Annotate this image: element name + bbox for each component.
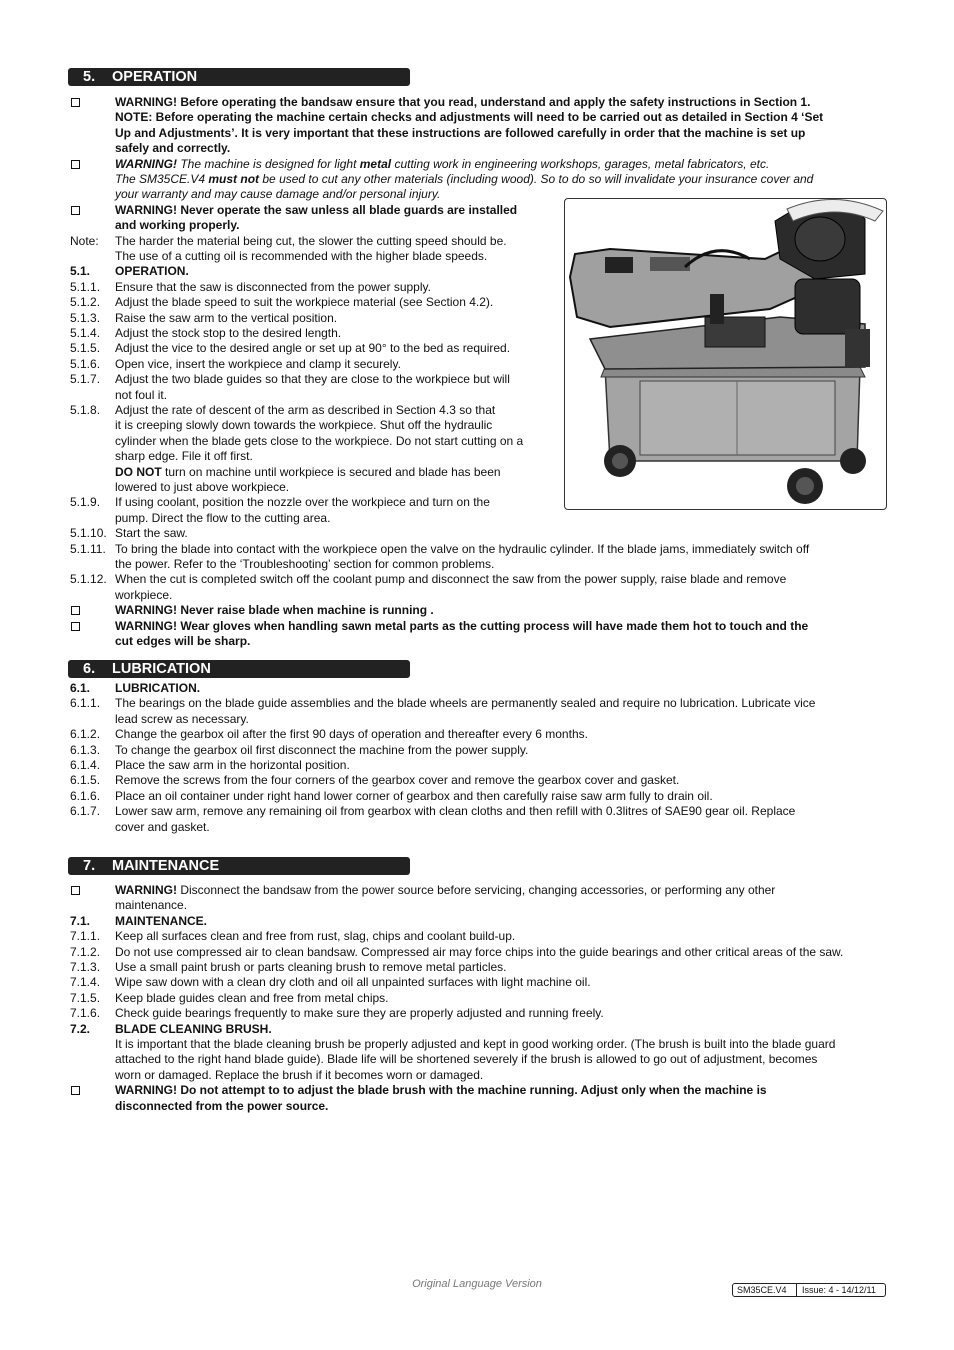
text-line (70, 1083, 914, 1098)
text-run: cut edges will be sharp. (115, 634, 251, 648)
text-run: sharp edge. File it off first. (115, 449, 253, 464)
line-text (115, 403, 495, 418)
line-label: 5.1.1. (70, 279, 101, 294)
line-text (115, 495, 490, 510)
line-text (115, 929, 515, 944)
text-run: Keep all surfaces clean and free from rust, slag, chips and coolant build-up. (115, 929, 516, 944)
line-text (115, 634, 250, 649)
text-line (70, 634, 914, 649)
line-label: 5.1.11. (70, 541, 106, 556)
line-text (115, 110, 823, 125)
line-text (115, 280, 431, 295)
line-label: 5.1.8. (70, 403, 101, 417)
checkbox-icon (71, 622, 80, 631)
line-text (115, 898, 187, 913)
text-line (70, 1068, 914, 1083)
line-text (115, 141, 230, 156)
line-text (115, 542, 809, 557)
text-run: your warranty and may cause damage and/or personal injury. (115, 187, 441, 202)
line-label: 6.1.3. (70, 742, 101, 757)
text-run: LUBRICATION. (115, 681, 201, 695)
text-run: turn on machine until workpiece is secured and blade has been (161, 464, 501, 479)
text-run: cylinder when the blade gets close to the workpiece. Do not start cutting on a (115, 433, 524, 448)
text-line (70, 572, 914, 587)
text-line (70, 712, 914, 727)
text-line (70, 172, 914, 187)
line-text (115, 696, 815, 711)
line-label: 7.1.2. (70, 944, 101, 959)
line-text (115, 249, 487, 264)
text-line (70, 542, 914, 557)
section-number: 7. (83, 858, 96, 874)
line-text (115, 526, 188, 541)
text-run: and working properly. (115, 218, 240, 233)
line-text (115, 203, 517, 218)
text-line (70, 110, 914, 125)
text-run: Adjust the blade speed to suit the workpiece material (see Section 4.2). (115, 295, 494, 310)
line-text (115, 341, 510, 356)
line-label: 5.1. (70, 264, 91, 279)
checkbox-bullet (70, 95, 114, 110)
line-label: 6.1.7. (70, 804, 101, 819)
text-line (70, 804, 914, 819)
text-line (70, 603, 914, 618)
text-line (70, 696, 914, 711)
text-run: Keep blade guides clean and free from metal chips. (115, 990, 389, 1005)
text-run: pump. Direct the flow to the cutting area. (115, 510, 331, 525)
text-line (70, 1022, 914, 1037)
text-run: DO NOT (115, 464, 162, 479)
line-text (115, 1037, 835, 1052)
text-run: Do not use compressed air to clean bandsaw. Compressed air may force chips into the guide bearings and other critical areas of the saw. (115, 944, 844, 959)
text-run: To bring the blade into contact with the workpiece open the valve on the hydraulic cylinder. If the blade jams, immediately switch off (115, 541, 810, 556)
line-text (115, 1068, 483, 1083)
text-run: WARNING! Do not attempt to to adjust the blade brush with the machine running. Adjust only when the machine is (115, 1083, 767, 1098)
text-run: worn or damaged. Replace the brush if it becomes worn or damaged. (115, 1067, 484, 1082)
text-line (70, 157, 914, 172)
text-run: workpiece. (115, 587, 173, 602)
text-run: lowered to just above workpiece. (115, 480, 290, 494)
line-text (115, 511, 330, 526)
text-run: Open vice, insert the workpiece and clamp it securely. (115, 356, 401, 371)
checkbox-icon (71, 206, 80, 215)
text-run: Change the gearbox oil after the first 90 days of operation and thereafter every 6 months. (115, 727, 588, 742)
line-text (115, 914, 207, 929)
text-line (70, 588, 914, 603)
text-line (70, 681, 914, 696)
checkbox-icon (71, 160, 80, 169)
text-line (70, 960, 914, 975)
line-text (115, 388, 167, 403)
checkbox-icon (71, 606, 80, 615)
line-text (115, 449, 253, 464)
text-line (70, 1099, 914, 1114)
text-run: WARNING! Never operate the saw unless all blade guards are installed (115, 202, 518, 217)
section-number: 6. (83, 661, 96, 677)
text-run: be used to cut any other materials (including wood). So to do so will invalidate your insurance cover and (259, 172, 814, 186)
text-line (70, 1037, 914, 1052)
line-label: 7.1.1. (70, 929, 101, 944)
line-label: 5.1.2. (70, 295, 101, 310)
text-run: metal (359, 156, 392, 171)
line-text (115, 773, 679, 788)
line-text (115, 572, 786, 587)
line-text (115, 557, 494, 572)
line-label: 7.1.4. (70, 975, 101, 990)
line-text (115, 372, 510, 387)
line-label: 7.1.6. (70, 1006, 101, 1021)
line-label: 5.1.4. (70, 326, 101, 340)
line-text (115, 1099, 328, 1114)
line-text (115, 218, 239, 233)
line-label: 6.1.1. (70, 696, 101, 711)
bandsaw-image (564, 198, 887, 510)
text-line (70, 619, 914, 634)
text-run: disconnected from the power source. (115, 1098, 329, 1113)
line-label: 5.1.10. (70, 526, 107, 541)
line-text (115, 960, 507, 975)
line-label: 5.1.9. (70, 495, 101, 510)
text-run: The use of a cutting oil is recommended with the higher blade speeds. (115, 249, 488, 263)
line-label: 5.1.6. (70, 356, 101, 371)
text-line (70, 820, 914, 835)
line-text (115, 820, 210, 835)
text-line (70, 511, 914, 526)
text-run: WARNING! (115, 883, 177, 897)
text-line (70, 975, 914, 990)
line-text (115, 357, 401, 372)
text-run: maintenance. (115, 898, 188, 913)
text-run: WARNING! Before operating the bandsaw ensure that you read, understand and apply the safety instructions in Section 1. (115, 95, 811, 109)
text-run: Check guide bearings frequently to make sure they are properly adjusted and running freely. (115, 1006, 604, 1021)
text-line (70, 95, 914, 110)
text-line (70, 929, 914, 944)
line-text (115, 883, 775, 898)
bandsaw-illustration (565, 199, 886, 509)
line-text (115, 1006, 604, 1021)
section-title: LUBRICATION (112, 661, 211, 677)
text-run: WARNING! Wear gloves when handling sawn metal parts as the cutting process will have made them hot to touch and the (115, 618, 809, 633)
text-line (70, 991, 914, 1006)
line-text (115, 126, 805, 141)
line-text (115, 619, 808, 634)
line-text (115, 681, 200, 696)
section-header-lubrication (68, 660, 410, 678)
text-run: Remove the screws from the four corners of the gearbox cover and remove the gearbox cover and gasket. (115, 773, 680, 788)
line-label: 6.1.2. (70, 727, 101, 742)
line-text (115, 295, 493, 310)
section-header-maintenance (68, 857, 410, 875)
text-run: When the cut is completed switch off the coolant pump and disconnect the saw from the power supply, raise blade and remove (115, 572, 787, 587)
text-line (70, 526, 914, 541)
text-run: WARNING! (115, 156, 177, 171)
line-text (115, 758, 350, 773)
text-run: Adjust the rate of descent of the arm as described in Section 4.3 so that (115, 403, 496, 417)
text-line (70, 557, 914, 572)
text-run: BLADE CLEANING BRUSH. (115, 1021, 272, 1036)
text-run: Lower saw arm, remove any remaining oil from gearbox with clean cloths and then refill with 0.3litres of SAE90 gear oil. Replace (115, 804, 796, 819)
text-line (70, 773, 914, 788)
line-text (115, 712, 249, 727)
checkbox-bullet (70, 157, 114, 172)
text-run: Disconnect the bandsaw from the power source before servicing, changing accessories, or performing any other (177, 883, 776, 897)
text-line (70, 789, 914, 804)
text-line (70, 914, 914, 929)
text-run: Adjust the two blade guides so that they are close to the workpiece but will (115, 372, 510, 387)
text-run: Start the saw. (115, 526, 188, 541)
text-run: Up and Adjustments’. It is very important that these instructions are followed carefully in order that the machine is set up (115, 125, 806, 140)
text-run: The bearings on the blade guide assemblies and the blade wheels are permanently sealed and require no lubrication. Lubricate vice (115, 696, 816, 711)
section-header-operation (68, 68, 410, 86)
text-run: MAINTENANCE. (115, 913, 207, 928)
line-label: 6.1.6. (70, 788, 101, 803)
checkbox-icon (71, 886, 80, 895)
line-text (115, 418, 492, 433)
line-label: 5.1.5. (70, 341, 101, 356)
line-text (115, 434, 523, 449)
checkbox-bullet (70, 619, 114, 634)
text-run: not foul it. (115, 387, 168, 402)
text-run: OPERATION. (115, 264, 189, 279)
line-text (115, 743, 528, 758)
text-run: NOTE: Before operating the machine certain checks and adjustments will need to be carried out as detailed in Section 4 ‘Set (115, 110, 824, 125)
line-label: 5.1.7. (70, 372, 101, 387)
text-line (70, 945, 914, 960)
line-label: 6.1. (70, 681, 91, 695)
line-text (115, 1052, 817, 1067)
text-run: attached to the right hand blade guide). Blade life will be shortened severely if the brush is allowed to go out of adjustment, becomes (115, 1052, 818, 1067)
line-text (115, 945, 843, 960)
footer-model: SM35CE.V4 (737, 1285, 787, 1295)
line-text (115, 789, 713, 804)
checkbox-bullet (70, 883, 114, 898)
line-label: 5.1.3. (70, 310, 101, 325)
line-label: 7.1. (70, 913, 91, 928)
line-text (115, 480, 289, 495)
line-text (115, 326, 341, 341)
footer-issue: Issue: 4 - 14/12/11 (802, 1285, 876, 1295)
section-title: OPERATION (112, 69, 198, 85)
line-text (115, 465, 501, 480)
line-text (115, 603, 434, 618)
line-text (115, 804, 795, 819)
line-text (115, 172, 813, 187)
text-run: safely and correctly. (115, 141, 231, 156)
text-run: lead screw as necessary. (115, 711, 249, 726)
text-line (70, 898, 914, 913)
text-run: Use a small paint brush or parts cleaning brush to remove metal particles. (115, 960, 507, 974)
text-line (70, 141, 914, 156)
text-run: Ensure that the saw is disconnected from the power supply. (115, 279, 431, 294)
text-run: the power. Refer to the ‘Troubleshooting’ section for common problems. (115, 557, 495, 571)
line-label: 7.2. (70, 1021, 91, 1036)
text-line (70, 126, 914, 141)
text-line (70, 758, 914, 773)
text-run: Adjust the stock stop to the desired length. (115, 326, 342, 340)
text-run: If using coolant, position the nozzle over the workpiece and turn on the (115, 495, 490, 510)
text-line (70, 743, 914, 758)
text-line (70, 727, 914, 742)
line-label: Note: (70, 233, 99, 248)
text-run: Raise the saw arm to the vertical position. (115, 310, 338, 325)
line-text (115, 1083, 767, 1098)
line-label: 6.1.5. (70, 773, 101, 788)
line-text (115, 187, 440, 202)
checkbox-bullet (70, 603, 114, 618)
footer-divider (796, 1284, 797, 1296)
footer-issue-box (732, 1283, 886, 1297)
text-run: Place the saw arm in the horizontal position. (115, 758, 350, 772)
text-run: cutting work in engineering workshops, garages, metal fabricators, etc. (391, 156, 770, 171)
text-run: It is important that the blade cleaning brush be properly adjusted and kept in good working order. (The brush is built into the blade guard (115, 1037, 836, 1051)
checkbox-bullet (70, 1083, 114, 1098)
line-text (115, 991, 389, 1006)
text-run: To change the gearbox oil first disconnect the machine from the power supply. (115, 742, 529, 757)
line-text (115, 95, 810, 110)
text-line (70, 1006, 914, 1021)
line-label: 6.1.4. (70, 758, 101, 772)
footer-language-note: Original Language Version (412, 1278, 542, 1290)
text-run: must not (208, 172, 260, 186)
line-text (115, 975, 591, 990)
text-run: WARNING! Never raise blade when machine is running . (115, 603, 434, 618)
section-title: MAINTENANCE (112, 858, 220, 874)
line-label: 7.1.3. (70, 960, 101, 974)
line-text (115, 264, 189, 279)
text-run: Adjust the vice to the desired angle or set up at 90° to the bed as required. (115, 341, 511, 356)
checkbox-icon (71, 1086, 80, 1095)
line-label: 5.1.12. (70, 572, 107, 587)
line-label: 7.1.5. (70, 990, 101, 1005)
line-text (115, 727, 588, 742)
text-line (70, 883, 914, 898)
checkbox-icon (71, 98, 80, 107)
text-run: Wipe saw down with a clean dry cloth and oil all unpainted surfaces with light machine oil. (115, 975, 591, 990)
line-text (115, 157, 769, 172)
line-text (115, 311, 337, 326)
text-run: The harder the material being cut, the slower the cutting speed should be. (115, 233, 507, 248)
text-run: it is creeping slowly down towards the workpiece. Shut off the hydraulic (115, 418, 493, 433)
text-run: The machine is designed for light (177, 156, 360, 171)
line-text (115, 234, 507, 249)
section-number: 5. (83, 69, 96, 85)
text-run: The SM35CE.V4 (115, 172, 209, 186)
text-run: Place an oil container under right hand lower corner of gearbox and then carefully raise saw arm fully to drain oil. (115, 788, 713, 803)
line-text (115, 1022, 272, 1037)
text-run: cover and gasket. (115, 819, 210, 834)
line-text (115, 588, 172, 603)
text-line (70, 1052, 914, 1067)
checkbox-bullet (70, 203, 114, 218)
